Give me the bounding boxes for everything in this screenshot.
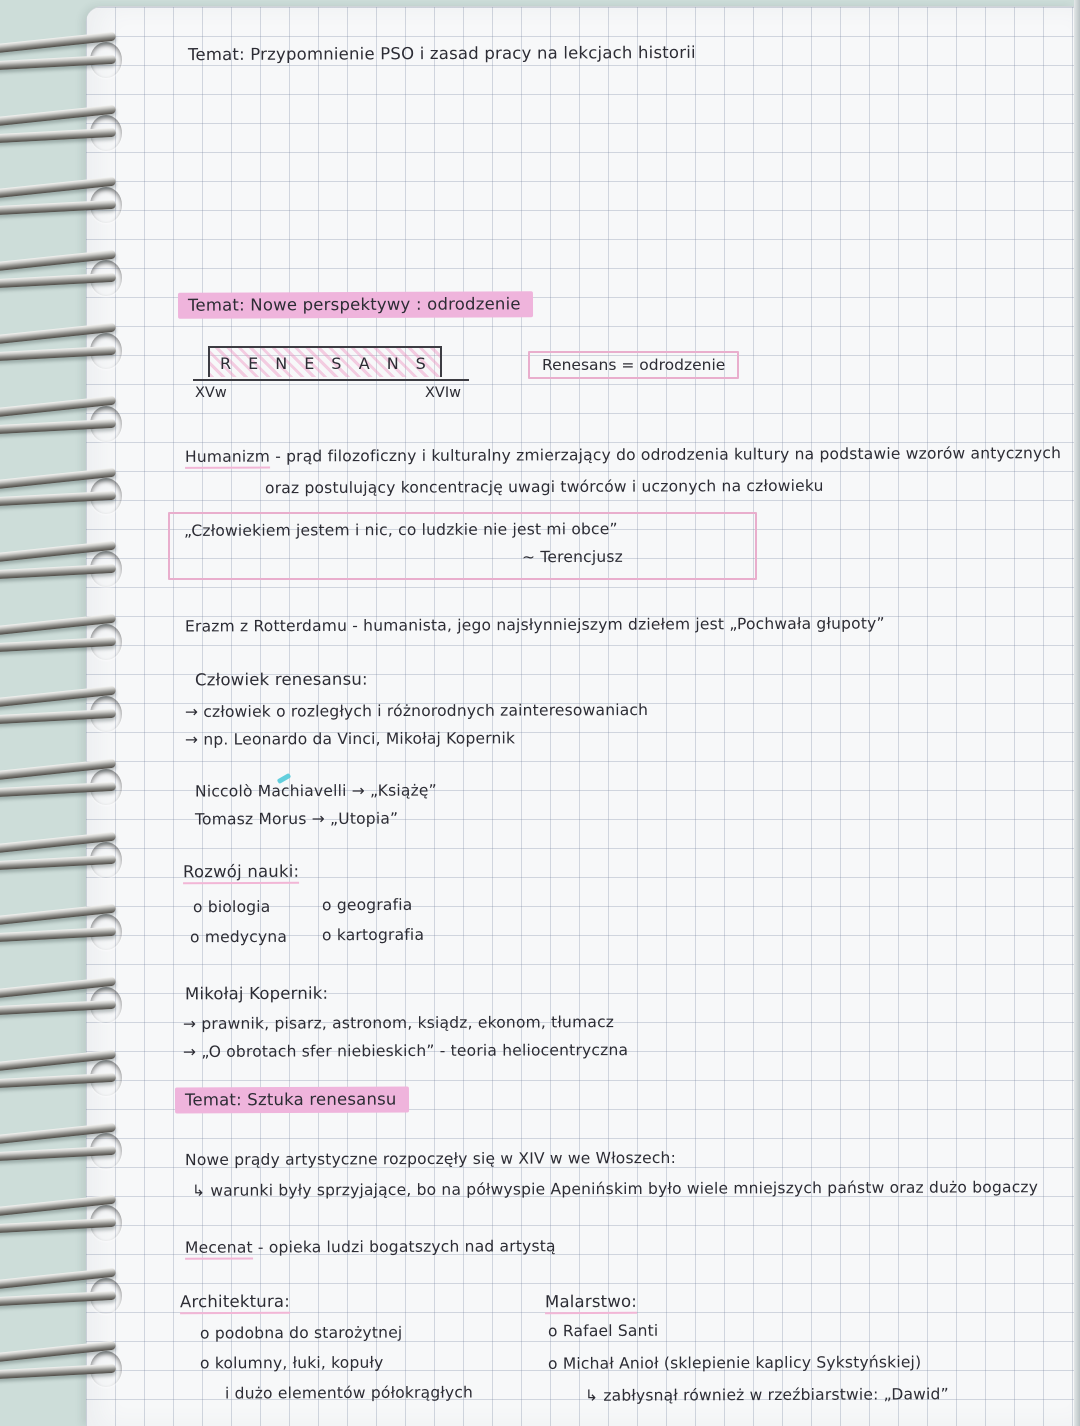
topic-line-sztuka [175,1089,409,1109]
malarstwo-item: o Michał Anioł (sklepienie kaplicy Sykstyńskiej) [547,1353,922,1373]
malarstwo-header [545,1292,637,1311]
spiral-loop [0,319,136,383]
pink-highlight: Temat: Nowe perspektywy : odrodzenie [178,291,533,319]
spiral-loop [0,1337,136,1401]
architektura-header-text: Architektura: [180,1292,290,1314]
mecenat-rest: - opieka ludzi bogatszych nad artystą [252,1237,556,1257]
rozwoj-item: o geografia [321,895,413,915]
timeline-axis [193,379,469,381]
topic-line-pso: Temat: Przypomnienie PSO i zasad pracy na lekcjach historii [187,42,696,65]
spiral-loop [0,173,136,237]
kopernik-header: Mikołaj Kopernik: [184,983,329,1004]
mecenat-line [185,1237,556,1257]
mecenat-term: Mecenat [185,1239,253,1260]
spiral-loop [0,101,136,165]
prady-line1: Nowe prądy artystyczne rozpoczęły się w XIV w we Włoszech: [184,1148,677,1170]
pink-highlight: Temat: Sztuka renesansu [175,1086,409,1113]
spiral-loop [0,28,136,92]
erazm-line: Erazm z Rotterdamu - humanista, jego najsłynniejszym dziełem jest „Pochwała głupoty” [184,614,885,636]
machiavelli-line: Niccolò Machiavelli → „Książę” [194,781,437,801]
definition-box: Renesans = odrodzenie [528,351,739,379]
architektura-item: o podobna do starożytnej [199,1323,403,1343]
kopernik-item: → „O obrotach sfer niebieskich” - teoria heliocentryczna [182,1041,629,1061]
timeline-end-label: XVIw [425,385,461,401]
humanizm-term: Humanizm [185,448,270,469]
czlowiek-item: → np. Leonardo da Vinci, Mikołaj Kopernik [184,729,516,749]
spiral-loop [0,973,136,1037]
spiral-loop [0,1119,136,1183]
czlowiek-item: → człowiek o rozległych i różnorodnych zainteresowaniach [184,700,649,722]
architektura-item: o kolumny, łuki, kopuły [199,1353,384,1373]
humanizm-definition-line2: oraz postulujący koncentrację uwagi twórców i uczonych na człowieku [264,476,824,498]
rozwoj-item: o biologia [192,897,271,917]
malarstwo-item: ↳ zabłysnął również w rzeźbiarstwie: „Dawid” [584,1385,949,1405]
spiral-loop [0,1191,136,1255]
spiral-loop [0,1046,136,1110]
rozwoj-item: o kartografia [321,925,425,945]
timeline-start-label: XVw [195,385,227,401]
kopernik-item: → prawnik, pisarz, astronom, ksiądz, ekonom, tłumacz [182,1013,615,1033]
humanizm-rest: - prąd filozoficzny i kulturalny zmierzający do odrodzenia kultury na podstawie wzorów antycznych [270,444,1062,466]
spiral-loop [0,682,136,746]
architektura-item: i dużo elementów półokrągłych [224,1383,474,1403]
topic-line-odrodzenie [178,294,533,315]
spiral-loop [0,610,136,674]
renesans-timeline [193,346,493,416]
rozwoj-header [183,862,299,882]
spiral-loop [0,392,136,456]
spiral-loop [0,1264,136,1328]
quote-box [168,512,757,580]
malarstwo-item: o Rafael Santi [547,1321,659,1341]
spiral-loop [0,755,136,819]
humanizm-definition-line1 [185,444,1061,466]
spiral-loop [0,828,136,892]
prady-line2: ↳ warunki były sprzyjające, bo na półwyspie Apenińskim było wiele mniejszych państw oraz dużo bogaczy [191,1178,1039,1200]
architektura-header [180,1292,290,1311]
spiral-loop [0,900,136,964]
spiral-loop [0,246,136,310]
morus-line: Tomasz Morus → „Utopia” [194,809,399,829]
rozwoj-item: o medycyna [189,927,288,947]
rozwoj-header-text: Rozwój nauki: [183,862,299,885]
quote-text: „Człowiekiem jestem i nic, co ludzkie nie jest mi obce” [183,520,618,540]
spiral-loop [0,464,136,528]
malarstwo-header-text: Malarstwo: [545,1292,637,1314]
page-stack-edge [1074,0,1080,1426]
quote-author: ~ Terencjusz [521,547,623,567]
spiral-loop [0,537,136,601]
czlowiek-header: Człowiek renesansu: [194,669,368,690]
timeline-band: RENESANS [208,346,442,377]
